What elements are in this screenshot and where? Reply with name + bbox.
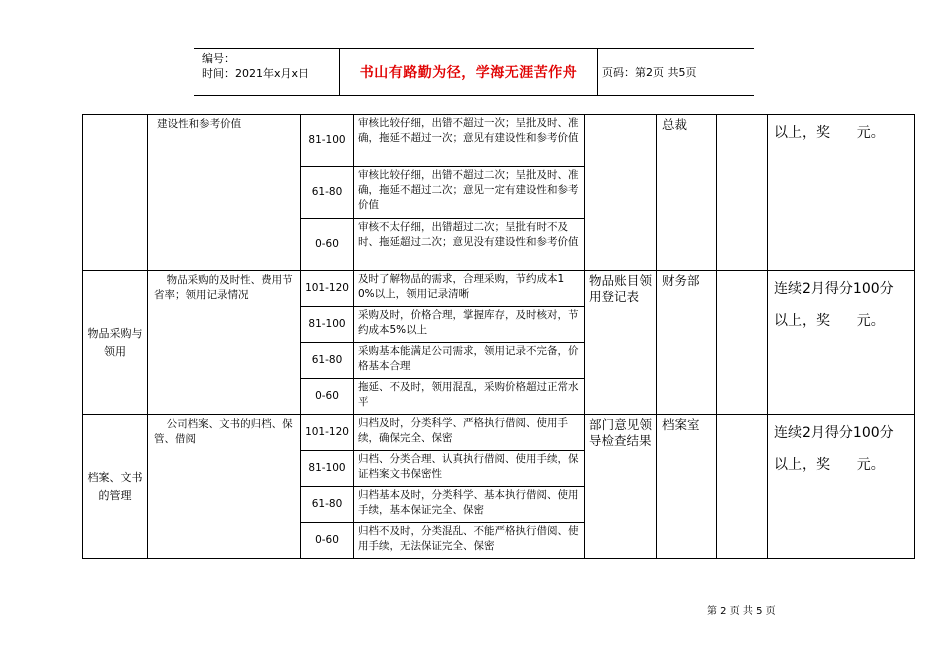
reward-cell [768,115,915,271]
page-footer: 第 2 页 共 5 页 [707,606,776,617]
reward-cell [768,271,915,415]
desc-cell: 及时了解物品的需求，合理采购，节约成本10%以上，领用记录清晰 [354,271,585,307]
standard-cell: 建设性和参考价值 [148,115,301,271]
table-row [83,415,915,451]
header-page-label: 页码：第2页 共5页 [602,66,697,79]
blank-cell [717,271,768,415]
score-cell: 0-60 [301,379,354,415]
source-cell: 物品账目领用登记表 [585,271,657,415]
score-cell: 61-80 [301,167,354,219]
standard-cell: 公司档案、文书的归档、保管、借阅 [148,415,301,559]
blank-cell [717,415,768,559]
time-label: 时间：2021年x月x日 [202,67,310,80]
assessment-table [82,114,915,559]
item-cell: 档案、文书的管理 [83,415,148,559]
reward-line2: 以上，奖 元。 [774,457,885,473]
department-cell: 档案室 [657,415,717,559]
item-cell: 物品采购与领用 [83,271,148,415]
desc-cell: 采购及时，价格合理，掌握库存，及时核对，节约成本5%以上 [354,307,585,343]
table-row [83,271,915,307]
desc-cell: 审核比较仔细，出错不超过一次；呈批及时、准确，拖延不超过一次；意见有建设性和参考价值 [354,115,585,167]
department-cell: 总裁 [657,115,717,271]
score-cell: 61-80 [301,487,354,523]
department-cell: 财务部 [657,271,717,415]
desc-cell: 归档基本及时，分类科学、基本执行借阅、使用手续，基本保证完全、保密 [354,487,585,523]
desc-cell: 拖延、不及时，领用混乱，采购价格超过正常水平 [354,379,585,415]
score-cell: 61-80 [301,343,354,379]
desc-cell: 归档、分类合理、认真执行借阅、使用手续，保证档案文书保密性 [354,451,585,487]
reward-line2: 以上，奖 元。 [774,125,885,141]
score-cell: 81-100 [301,451,354,487]
desc-cell: 审核比较仔细，出错不超过二次；呈批及时、准确，拖延不超过二次；意见一定有建设性和参考价值 [354,167,585,219]
page-header [194,48,754,96]
blank-cell [717,115,768,271]
header-motto: 书山有路勤为径，学海无涯苦作舟 [340,49,598,95]
source-cell [585,115,657,271]
score-cell: 101-120 [301,271,354,307]
desc-cell: 归档不及时，分类混乱、不能严格执行借阅、使用手续，无法保证完全、保密 [354,523,585,559]
number-label: 编号： [202,52,235,65]
reward-line1: 连续2月得分100分 [774,281,894,297]
reward-line2: 以上，奖 元。 [774,313,885,329]
score-cell: 0-60 [301,219,354,271]
source-cell: 部门意见领导检查结果 [585,415,657,559]
score-cell: 81-100 [301,115,354,167]
standard-cell: 物品采购的及时性、费用节省率；领用记录情况 [148,271,301,415]
desc-cell: 审核不太仔细，出错超过二次；呈批有时不及时、拖延超过二次；意见没有建设性和参考价值 [354,219,585,271]
table-row [83,115,915,167]
reward-line1: 连续2月得分100分 [774,425,894,441]
item-cell [83,115,148,271]
desc-cell: 采购基本能满足公司需求，领用记录不完备，价格基本合理 [354,343,585,379]
score-cell: 0-60 [301,523,354,559]
header-meta [194,49,340,95]
desc-cell: 归档及时，分类科学、严格执行借阅、使用手续，确保完全、保密 [354,415,585,451]
score-cell: 101-120 [301,415,354,451]
score-cell: 81-100 [301,307,354,343]
reward-cell [768,415,915,559]
